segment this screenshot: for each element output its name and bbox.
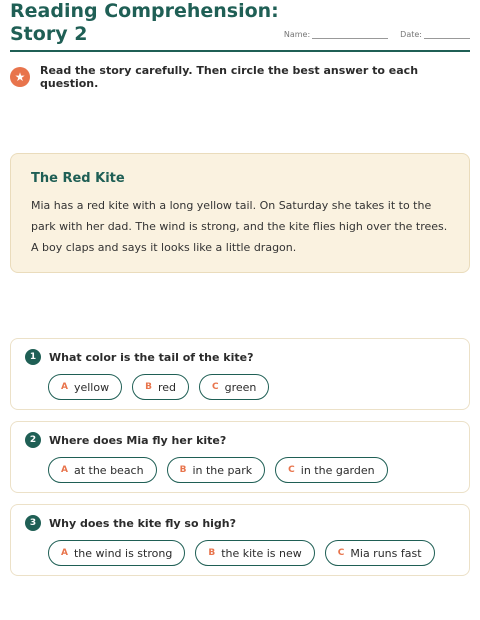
- date-field[interactable]: [400, 30, 470, 39]
- question-text: Where does Mia fly her kite?: [49, 433, 227, 447]
- name-label: Name:: [283, 30, 311, 39]
- question-card-3: [10, 504, 470, 576]
- option-c[interactable]: [275, 457, 387, 483]
- date-label: Date:: [400, 30, 422, 39]
- story-title: The Red Kite: [31, 171, 125, 186]
- option-letter: B: [208, 548, 216, 558]
- option-a[interactable]: [48, 457, 157, 483]
- answer-options: [48, 457, 398, 483]
- option-label: red: [157, 380, 176, 394]
- student-fields: [284, 30, 470, 39]
- name-line[interactable]: [312, 31, 388, 39]
- option-label: green: [224, 380, 257, 394]
- option-letter: C: [212, 382, 219, 392]
- option-label: in the park: [192, 463, 253, 477]
- question-text: What color is the tail of the kite?: [49, 350, 254, 364]
- question-header: [25, 349, 253, 365]
- option-label: Mia runs fast: [350, 546, 422, 560]
- question-number: 1: [25, 349, 41, 365]
- option-label: in the garden: [300, 463, 375, 477]
- question-text: Why does the kite fly so high?: [49, 516, 237, 530]
- page-title: [10, 0, 279, 46]
- date-line[interactable]: [424, 31, 470, 39]
- option-letter: A: [61, 465, 68, 475]
- option-b[interactable]: [167, 457, 266, 483]
- option-letter: C: [337, 548, 345, 558]
- option-letter: C: [288, 465, 295, 475]
- option-c[interactable]: [199, 374, 269, 400]
- option-a[interactable]: [48, 374, 122, 400]
- instructions-text: Read the story carefully. Then circle the best answer to each question.: [39, 64, 419, 90]
- title-line-1: Reading Comprehension:: [10, 0, 279, 22]
- question-number: 3: [25, 515, 41, 531]
- option-letter: A: [61, 382, 68, 392]
- option-b[interactable]: [195, 540, 314, 566]
- option-label: at the beach: [73, 463, 144, 477]
- answer-options: [48, 540, 445, 566]
- instructions: [10, 64, 480, 90]
- option-label: yellow: [73, 380, 110, 394]
- option-letter: A: [61, 548, 68, 558]
- star-icon: ★: [10, 67, 30, 87]
- option-a[interactable]: [48, 540, 185, 566]
- option-label: the kite is new: [221, 546, 302, 560]
- story-box: [10, 153, 470, 273]
- question-header: [25, 432, 226, 448]
- question-card-2: [10, 421, 470, 493]
- story-text: Mia has a red kite with a long yellow tail. On Saturday she takes it to the park with her dad. The wind is strong, and the kite flies high over the trees. A boy claps and says it looks like a little dragon.: [31, 199, 448, 254]
- option-label: the wind is strong: [73, 546, 173, 560]
- answer-options: [48, 374, 279, 400]
- question-header: [25, 515, 236, 531]
- option-letter: B: [179, 465, 187, 475]
- worksheet-header: [10, 0, 470, 52]
- option-b[interactable]: [132, 374, 189, 400]
- question-number: 2: [25, 432, 41, 448]
- question-card-1: [10, 338, 470, 410]
- title-line-2: Story 2: [10, 23, 88, 45]
- name-field[interactable]: [284, 30, 400, 39]
- option-c[interactable]: [325, 540, 435, 566]
- option-letter: B: [145, 382, 152, 392]
